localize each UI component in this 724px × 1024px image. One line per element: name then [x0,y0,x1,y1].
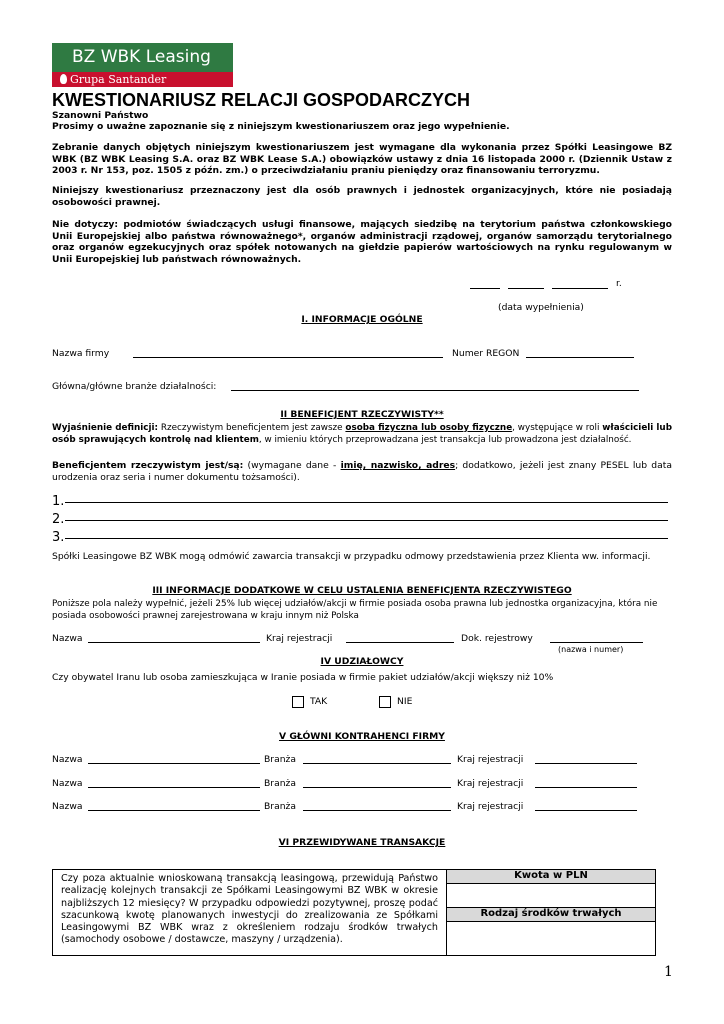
logo-group-text: Grupa Santander [70,73,167,86]
yes-checkbox[interactable] [292,696,304,708]
regon-field[interactable] [526,346,634,358]
beneficiary-part-1: (wymagane dane - [243,460,337,471]
row-number: 3. [52,530,65,545]
beneficiary-emphasis: imię, nazwisko, adres [340,460,456,471]
section-3-doc-caption: (nazwa i numer) [558,645,624,654]
definition-text [52,423,672,446]
intro-paragraph-1: Zebranie danych objętych niniejszym kwestionariuszem jest wymagane dla wykonania przez Spółki Leasingowe BZ WBK (BZ WBK Leasing S.A. oraz BZ WBK Lease S.A.) obowiązków ustawy z dnia 16 listopada 2000 r. (Dziennik Ustaw z 2003 r. Nr 153, poz. 1505 z późn. zm.) o przeciwdziałaniu praniu pieniędzy oraz finansowaniu terroryzmu. [52,142,672,176]
definition-part-3: , w imieniu których przeprowadzana jest transakcja lub prowadzona jest działalność. [258,434,632,445]
definition-part-2: , występujące w roli [512,423,600,433]
contractor-name-field[interactable] [88,752,260,764]
contractor-country-field[interactable] [535,776,637,788]
logo-group [52,72,233,87]
company-name-field[interactable] [133,346,443,358]
contractor-name-field[interactable] [88,799,260,811]
page-title: KWESTIONARIUSZ RELACJI GOSPODARCZYCH [52,90,471,110]
beneficiary-text [52,460,672,483]
company-logo [52,43,233,87]
contractor-industry-field[interactable] [303,752,451,764]
greeting: Szanowni Państwo [52,110,149,121]
contractor-industry-label: Branża [264,801,296,812]
definition-part-1: Rzeczywistym beneficjentem jest zawsze [160,423,343,433]
amount-header: Kwota w PLN [447,870,656,884]
definition-emphasis-1: osoba fizyczna lub osoby fizyczne [345,423,513,433]
row-number: 1. [52,494,65,509]
section-1-heading: I. INFORMACJE OGÓLNE [301,314,423,325]
transactions-question: Czy poza aktualnie wnioskowaną transakcją leasingową, przewidują Państwo realizację kolejnych transakcji ze Spółkami Leasingowymi BZ WBK w okresie najbliższych 12 miesięcy? W przypadku odpowiedzi pozytywnej, proszę podać szacunkową kwotę planowanych inwestycji do zrealizowania ze Spółkami Leasingowymi BZ WBK wraz z określeniem rodzaju środków trwałych (samochody osobowe / dostawcze, maszyny / urządzenia). [61,873,438,946]
intro-paragraph-2: Niniejszy kwestionariusz przeznaczony jest dla osób prawnych i jednostek organizacyjnych, które nie posiadają osobowości prawnej. [52,185,672,208]
beneficiary-row-1[interactable] [52,490,668,509]
row-number: 2. [52,512,65,527]
contractor-country-label: Kraj rejestracji [457,778,524,789]
beneficiary-row-2[interactable] [52,508,668,527]
logo-brand: BZ WBK Leasing [52,43,233,72]
page-number: 1 [664,964,673,980]
contractor-name-label: Nazwa [52,778,83,789]
no-label: NIE [397,696,413,707]
no-checkbox[interactable] [379,696,391,708]
intro-paragraph-3: Nie dotyczy: podmiotów świadczących usługi finansowe, mających siedzibę na terytorium państwa członkowskiego Unii Europejskiej albo państwa równoważnego*, organów administracji rządowej, organów samorządu terytorialnego oraz organów egzekucyjnych oraz spółek notowanych na giełdzie papierów wartościowych na rynku regulowanym w Unii Europejskiej lub państwach równoważnych. [52,219,672,265]
section-3-heading: III INFORMACJE DODATKOWE W CELU USTALENIA BENEFICJENTA RZECZYWISTEGO [152,585,572,596]
contractor-country-field[interactable] [535,799,637,811]
section-2-heading: II BENEFICJENT RZECZYWISTY** [280,409,444,420]
contractor-country-label: Kraj rejestracji [457,801,524,812]
amount-field[interactable] [447,884,656,908]
industry-label: Główna/główne branże działalności: [52,381,217,392]
contractor-row [52,801,642,815]
section-3-doc-field[interactable] [550,631,643,643]
section-3-doc-label: Dok. rejestrowy [461,633,533,644]
request-text: Prosimy o uważne zapoznanie się z niniejszym kwestionariuszem oraz jego wypełnienie. [52,121,510,132]
section-3-country-field[interactable] [346,631,454,643]
contractor-name-label: Nazwa [52,801,83,812]
section-3-name-field[interactable] [88,631,260,643]
beneficiary-row-3[interactable] [52,526,668,545]
asset-type-header: Rodzaj środków trwałych [447,908,656,922]
section-5-heading: V GŁÓWNI KONTRAHENCI FIRMY [279,731,445,742]
date-caption: (data wypełnienia) [498,302,584,313]
contractor-industry-label: Branża [264,754,296,765]
definition-emphasis-2: właścicieli lub osób sprawujących kontrolę nad klientem [52,423,672,445]
contractor-industry-field[interactable] [303,776,451,788]
section-3-country-label: Kraj rejestracji [266,633,333,644]
company-name-label: Nazwa firmy [52,348,110,359]
contractor-country-field[interactable] [535,752,637,764]
contractor-industry-label: Branża [264,778,296,789]
beneficiary-part-2: ; dodatkowo, jeżeli jest znany PESEL lub data urodzenia oraz seria i numer dokumentu tożsamości). [52,460,672,483]
beneficiary-label: Beneficjentem rzeczywistym jest/są: [52,460,244,471]
contractor-row [52,778,642,792]
section-4-heading: IV UDZIAŁOWCY [320,656,404,667]
yes-label: TAK [310,696,328,707]
contractor-name-label: Nazwa [52,754,83,765]
flame-icon [60,74,67,84]
industry-field[interactable] [231,379,639,391]
section-4-question: Czy obywatel Iranu lub osoba zamieszkująca w Iranie posiada w firmie pakiet udziałów/akcji większy niż 10% [52,672,554,683]
asset-type-field[interactable] [447,922,656,956]
date-field[interactable] [468,278,628,290]
contractor-country-label: Kraj rejestracji [457,754,524,765]
section-3-name-label: Nazwa [52,633,83,644]
section-6-heading: VI PRZEWIDYWANE TRANSAKCJE [278,837,446,848]
refusal-text: Spółki Leasingowe BZ WBK mogą odmówić zawarcia transakcji w przypadku odmowy przedstawienia przez Klienta ww. informacji. [52,551,651,562]
regon-label: Numer REGON [452,348,520,359]
section-3-text: Poniższe pola należy wypełnić, jeżeli 25% lub więcej udziałów/akcji w firmie posiada osoba prawna lub jednostka organizacyjna, która nie posiada osobowości prawnej zarejestrowana w kraju innym niż Polska [52,599,658,621]
definition-label: Wyjaśnienie definicji: [52,423,159,433]
contractor-name-field[interactable] [88,776,260,788]
contractor-row [52,754,642,768]
date-suffix: r. [616,278,622,289]
contractor-industry-field[interactable] [303,799,451,811]
transactions-table [52,869,656,956]
